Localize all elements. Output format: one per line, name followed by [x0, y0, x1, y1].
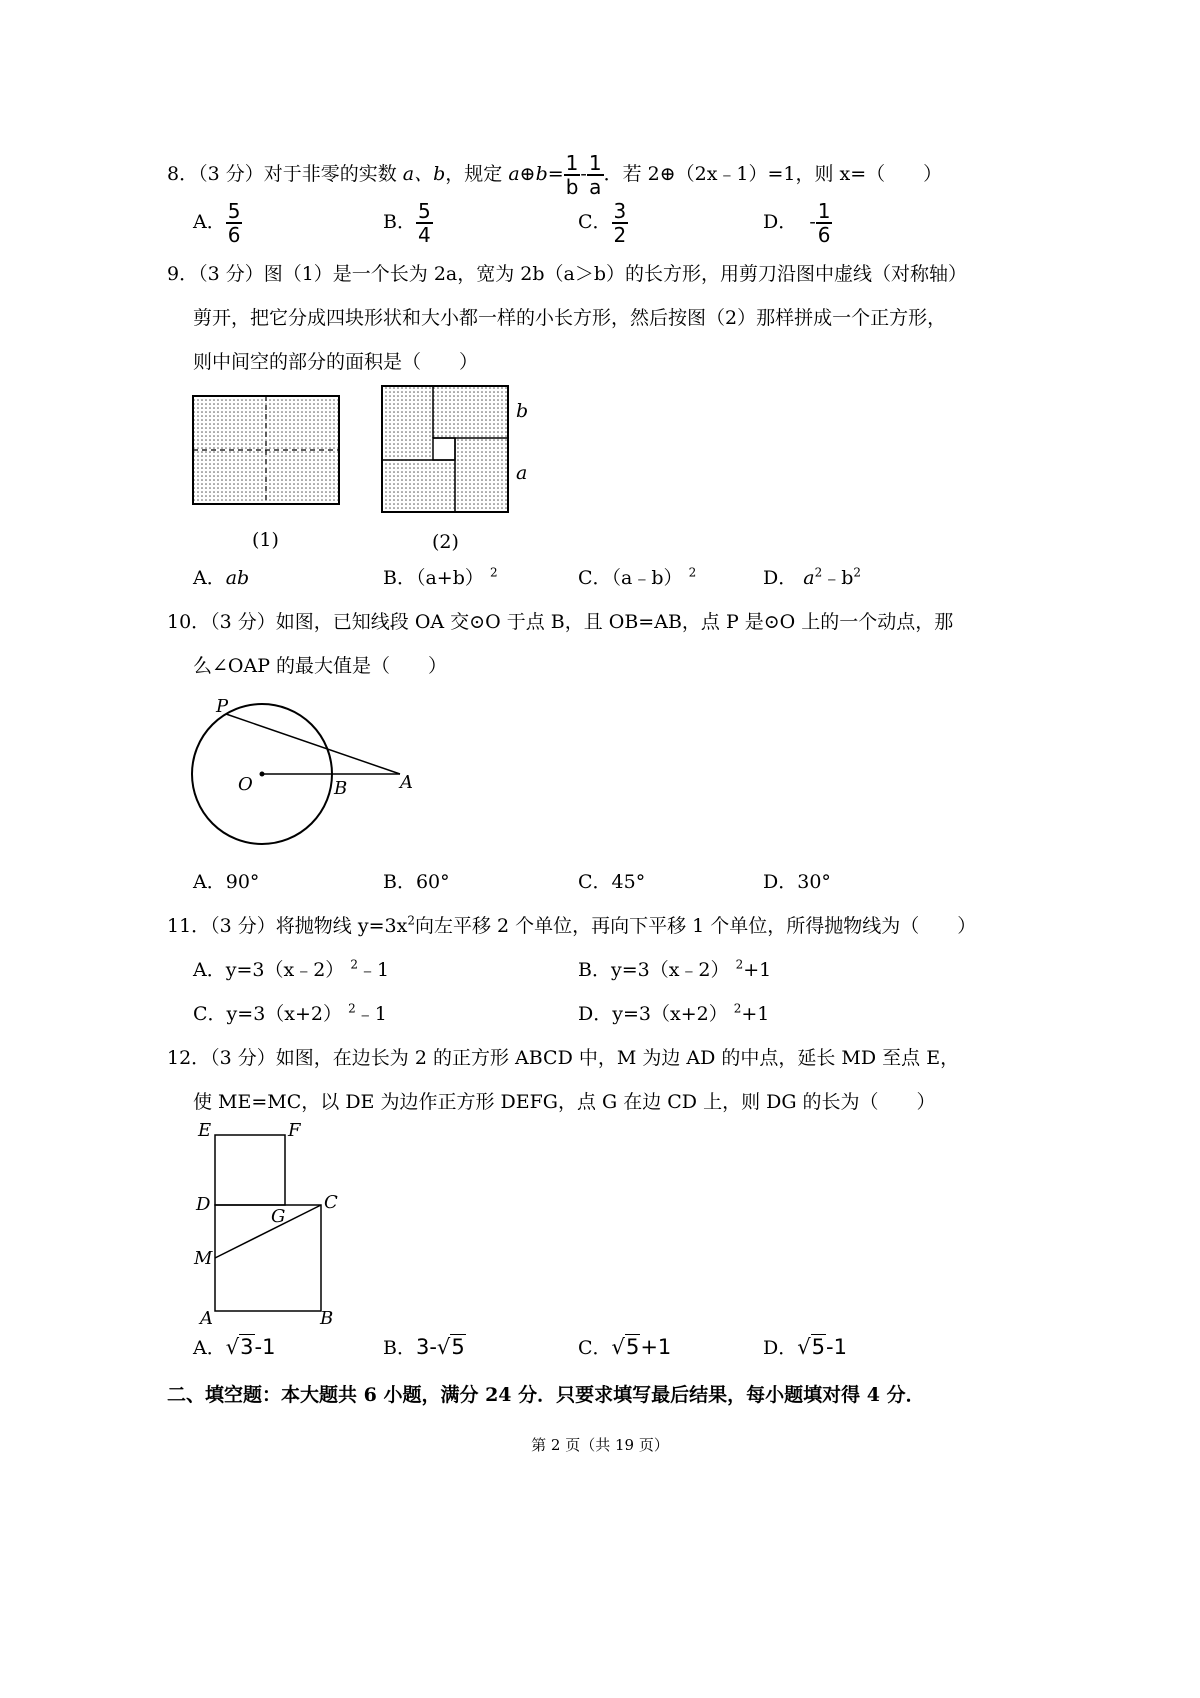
q9-line-3: 则中间空的部分的面积是（ ）	[193, 351, 479, 373]
q11-option-d: D．y=3（x+2） $^2$+1	[578, 1001, 770, 1025]
label-b: B	[334, 778, 348, 799]
q11-option-b: B．y=3（x﹣2） $^2$+1	[578, 957, 772, 981]
fig2-label-b: b	[516, 400, 529, 422]
q9-line-1: 9．（3 分）图（1）是一个长为 2a，宽为 2b（a＞b）的长方形，用剪刀沿图中虚线（对称轴）	[167, 263, 968, 285]
q11-option-a: A．y=3（x﹣2） $^2$﹣1	[193, 957, 390, 981]
center-point	[260, 772, 265, 777]
label-b: B	[320, 1308, 334, 1329]
q9-figures	[180, 382, 540, 562]
label-p: P	[216, 696, 229, 717]
fig2-caption: (2)	[432, 531, 459, 553]
label-f: F	[288, 1120, 301, 1141]
label-g: G	[271, 1206, 286, 1227]
q12-option-c: C．√5+1	[578, 1335, 672, 1359]
q10-option-d: D．30°	[763, 871, 831, 893]
q8-stem: 8．（3 分）对于非零的实数 a、b，规定 a⊕b= $\frac{1}{b}$ - $\frac{1}{a}$ ．若 2⊕（2x﹣1）=1，则 x=（ ）	[167, 151, 943, 199]
q11-option-c: C．y=3（x+2） $^2$﹣1	[193, 1001, 387, 1025]
label-c: C	[324, 1192, 338, 1213]
label-o: O	[238, 774, 253, 795]
segment-pa	[226, 714, 400, 774]
page-footer: 第 2 页（共 19 页）	[531, 1436, 669, 1454]
label-a: A	[200, 1308, 213, 1329]
fraction: $\frac{1}{b}$	[565, 151, 579, 199]
q10-line-2: 么∠OAP 的最大值是（ ）	[193, 655, 448, 677]
q10-line-1: 10．（3 分）如图，已知线段 OA 交⊙O 于点 B，且 OB=AB，点 P 是⊙O 上的一个动点，那	[167, 611, 954, 633]
label-e: E	[198, 1120, 212, 1141]
q10-option-a: A．90°	[193, 871, 260, 893]
q12-line-1: 12．（3 分）如图，在边长为 2 的正方形 ABCD 中，M 为边 AD 的中点，延长 MD 至点 E，	[167, 1047, 960, 1069]
q9-option-c: C．（a﹣b） $^2$	[578, 565, 697, 589]
q12-figure	[180, 1118, 370, 1333]
figure-2-square	[382, 386, 508, 512]
q12-line-2: 使 ME=MC，以 DE 为边作正方形 DEFG，点 G 在边 CD 上，则 DG 的长为（ ）	[193, 1091, 936, 1113]
fraction: $\frac{1}{a}$	[588, 151, 602, 199]
fig2-label-a: a	[516, 462, 528, 484]
q8-option-c: C． $\frac{3}{2}$	[578, 199, 627, 247]
fig1-caption: (1)	[252, 529, 279, 551]
label-d: D	[196, 1194, 211, 1215]
label-a: A	[400, 772, 413, 793]
square-abcd	[215, 1205, 321, 1311]
q8-option-b: B． $\frac{5}{4}$	[383, 199, 431, 247]
q10-option-b: B．60°	[383, 871, 450, 893]
square-defg	[215, 1135, 285, 1205]
label-m: M	[194, 1248, 213, 1269]
q9-option-a: A．ab	[193, 567, 250, 589]
q12-option-b: B．3-√5	[383, 1335, 465, 1359]
q8-option-a: A． $\frac{5}{6}$	[193, 199, 241, 247]
q10-figure	[180, 690, 440, 860]
q9-option-b: B．（a+b） $^2$	[383, 565, 498, 589]
q9-line-2: 剪开，把它分成四块形状和大小都一样的小长方形，然后按图（2）那样拼成一个正方形，	[193, 307, 947, 329]
q11-stem: 11．（3 分）将抛物线 $y=3x^2$向左平移 2 个单位，再向下平移 1 个单位，所得抛物线为（ ）	[167, 913, 977, 937]
section-2-heading: 二、填空题：本大题共 6 小题，满分 24 分．只要求填写最后结果，每小题填对得 4 分．	[167, 1384, 925, 1406]
q12-option-a: A．√3-1	[193, 1335, 276, 1359]
figure-1-rectangle	[193, 396, 339, 504]
segment-mc	[215, 1205, 321, 1258]
q12-option-d: D．√5-1	[763, 1335, 847, 1359]
q10-option-c: C．45°	[578, 871, 646, 893]
q8-option-d: D． - $\frac{1}{6}$	[763, 199, 831, 247]
q9-option-d: D． $a^2﹣b^2$	[763, 565, 862, 589]
